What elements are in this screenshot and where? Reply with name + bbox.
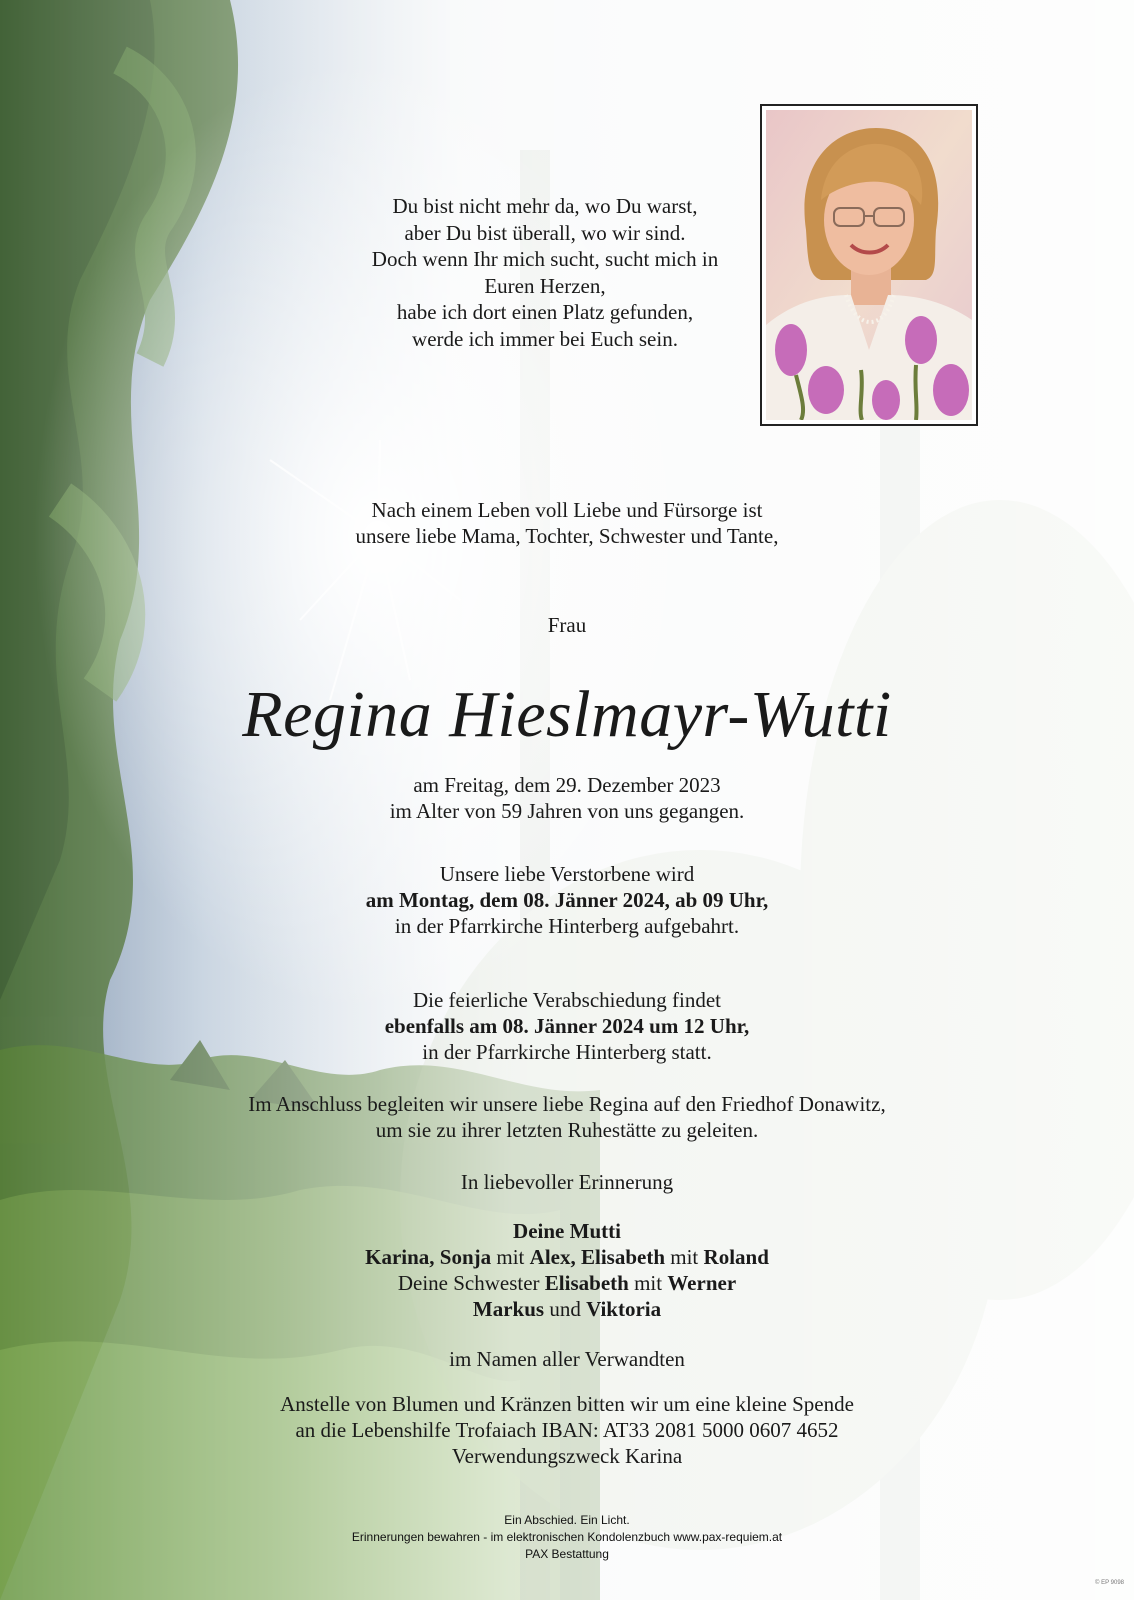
portrait-photo <box>760 104 978 426</box>
poem <box>330 193 760 352</box>
footer-slogan: Ein Abschied. Ein Licht. <box>504 1513 630 1527</box>
donation-info <box>0 1391 1134 1469</box>
mourner-name: Markus <box>472 1297 545 1321</box>
intro-line: Nach einem Leben voll Liebe und Fürsorge ist <box>371 498 763 522</box>
footer <box>0 1512 1134 1563</box>
mourner-mother: Deine Mutti <box>513 1219 621 1243</box>
mourner-row <box>0 1270 1134 1296</box>
connector-word: mit <box>496 1245 525 1269</box>
relatives-line: im Namen aller Verwandten <box>449 1347 685 1371</box>
poem-line: Euren Herzen, <box>484 273 606 298</box>
mourners-list <box>0 1218 1134 1322</box>
viewing-date: am Montag, dem 08. Jänner 2024, ab 09 Uhr, <box>365 888 769 912</box>
viewing-line: Unsere liebe Verstorbene wird <box>439 862 695 886</box>
burial-info <box>0 1091 1134 1143</box>
deceased-name: Regina Hieslmayr-Wutti <box>242 678 892 751</box>
poem-line: Du bist nicht mehr da, wo Du warst, <box>392 194 698 218</box>
mourner-name: Viktoria <box>586 1297 662 1321</box>
corner-code: © EP 9098 <box>1095 1580 1124 1586</box>
viewing-line: in der Pfarrkirche Hinterberg aufgebahrt. <box>394 914 740 938</box>
mourner-name: Roland <box>703 1245 769 1269</box>
mourner-name: Sonja <box>439 1245 492 1269</box>
death-info <box>0 772 1134 824</box>
mourner-row <box>0 1296 1134 1322</box>
connector-word: mit <box>670 1245 699 1269</box>
title-label: Frau <box>547 613 587 637</box>
relation-label: Deine Schwester <box>397 1271 540 1295</box>
donation-line: Anstelle von Blumen und Kränzen bitten wir um eine kleine Spende <box>280 1392 854 1416</box>
burial-line: Im Anschluss begleiten wir unsere liebe Regina auf den Friedhof Donawitz, <box>248 1092 886 1116</box>
connector-word: mit <box>634 1271 663 1295</box>
mourner-row <box>0 1244 1134 1270</box>
mourner-name: Karina, <box>365 1245 435 1269</box>
mourner-name: Werner <box>667 1271 737 1295</box>
intro-text <box>0 497 1134 549</box>
donation-line: an die Lebenshilfe Trofaiach IBAN: AT33 2081 5000 0607 4652 <box>295 1418 839 1442</box>
farewell-info <box>0 987 1134 1065</box>
footer-company: PAX Bestattung <box>525 1547 609 1561</box>
portrait-image <box>766 110 972 420</box>
donation-line: Verwendungszweck Karina <box>451 1444 683 1468</box>
footer-condolence-link: Erinnerungen bewahren - im elektronischen Kondolenzbuch www.pax-requiem.at <box>351 1530 783 1544</box>
viewing-info <box>0 861 1134 939</box>
mourner-name: Elisabeth <box>544 1271 629 1295</box>
burial-line: um sie zu ihrer letzten Ruhestätte zu geleiten. <box>375 1118 759 1142</box>
memory-line: In liebevoller Erinnerung <box>460 1170 674 1194</box>
connector-word: und <box>549 1297 581 1321</box>
death-line: am Freitag, dem 29. Dezember 2023 <box>413 773 721 797</box>
mourner-name: Alex, <box>529 1245 576 1269</box>
farewell-line: in der Pfarrkirche Hinterberg statt. <box>422 1040 712 1064</box>
poem-line: Doch wenn Ihr mich sucht, sucht mich in <box>371 247 719 271</box>
death-line: im Alter von 59 Jahren von uns gegangen. <box>389 799 745 823</box>
intro-line: unsere liebe Mama, Tochter, Schwester und Tante, <box>355 524 779 548</box>
poem-line: habe ich dort einen Platz gefunden, <box>396 300 694 324</box>
mourner-name: Elisabeth <box>580 1245 666 1269</box>
poem-line: werde ich immer bei Euch sein. <box>412 326 678 351</box>
poem-line: aber Du bist überall, wo wir sind. <box>404 220 686 245</box>
farewell-line: Die feierliche Verabschiedung findet <box>412 988 722 1012</box>
farewell-date: ebenfalls am 08. Jänner 2024 um 12 Uhr, <box>384 1014 750 1038</box>
